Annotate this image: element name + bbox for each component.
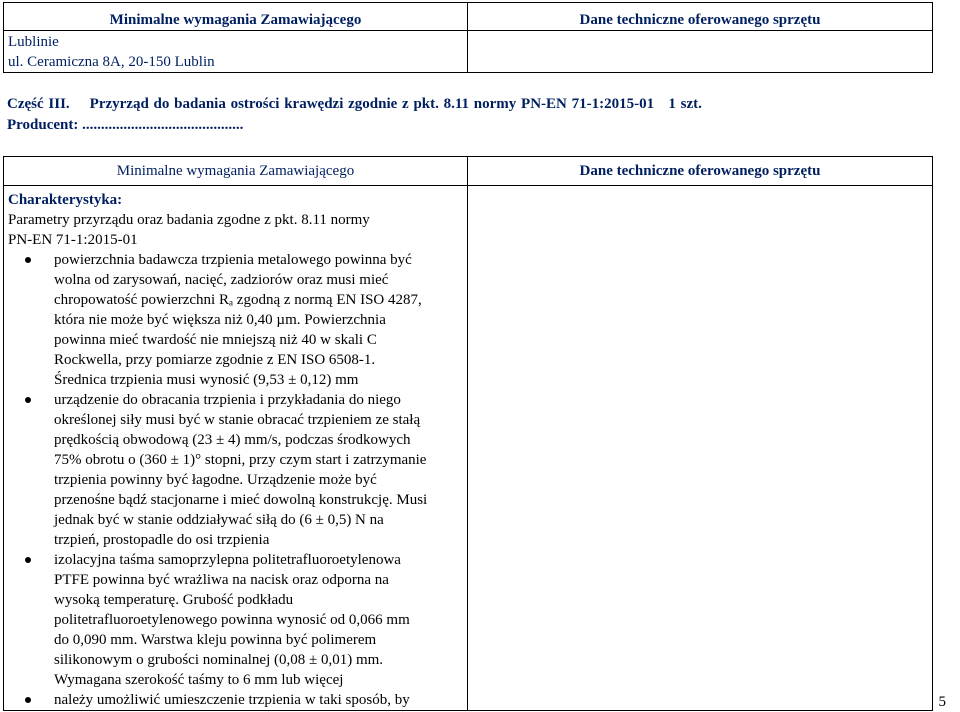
requirement-line: politetrafluoroetylenowego powinna wynosić od 0,066 mm	[54, 612, 410, 628]
requirement-line: należy umożliwić umieszczenie trzpienia w taki sposób, by	[54, 692, 410, 708]
address-cell	[4, 31, 468, 73]
top-header-requirements: Minimalne wymagania Zamawiającego	[4, 3, 468, 31]
spec-header-requirements: Minimalne wymagania Zamawiającego	[4, 157, 468, 186]
part-heading	[7, 96, 702, 113]
bullet-icon	[25, 257, 31, 263]
requirement-item	[8, 550, 463, 690]
requirement-line: Wymagana szerokość taśmy to 6 mm lub więcej	[54, 672, 344, 688]
requirement-line: jednak być w stanie oddziaływać siłą do (6 ± 0,5) N na	[54, 512, 384, 528]
requirement-line: do 0,090 mm. Warstwa kleju powinna być polimerem	[54, 632, 377, 648]
params-line: Parametry przyrządu oraz badania zgodne z pkt. 8.11 normy	[8, 212, 370, 228]
part-title: Przyrząd do badania ostrości krawędzi zgodnie z pkt. 8.11 normy PN-EN 71-1:2015-01	[89, 96, 655, 112]
offered-specs-input-cell[interactable]	[468, 186, 933, 711]
requirement-item	[8, 390, 463, 550]
requirement-line: wolna od zarysowań, nacięć, zadziorów oraz musi mieć	[54, 272, 389, 288]
top-header-offered-specs: Dane techniczne oferowanego sprzętu	[468, 3, 933, 31]
part-label: Część III.	[7, 96, 70, 112]
bullet-icon	[25, 397, 31, 403]
requirement-line: silikonowym o grubości nominalnej (0,08 ± 0,01) mm.	[54, 652, 384, 668]
characteristic-title: Charakterystyka:	[8, 192, 123, 208]
requirement-line: izolacyjna taśma samoprzylepna politetrafluoroetylenowa	[54, 552, 401, 568]
requirement-line: urządzenie do obracania trzpienia i przykładania do niego	[54, 392, 401, 408]
requirement-item	[8, 250, 463, 390]
requirement-line: prędkością obwodową (23 ± 4) mm/s, podczas środkowych	[54, 432, 411, 448]
requirement-line: Rockwella, przy pomiarze zgodnie z EN ISO 6508-1.	[54, 352, 376, 368]
requirement-line: chropowatość powierzchni Rₐ zgodną z normą EN ISO 4287,	[54, 292, 422, 308]
producer-line: Producent: ...........................................	[7, 117, 244, 133]
params-line: PN-EN 71-1:2015-01	[8, 232, 138, 248]
spec-table	[3, 156, 933, 711]
requirement-line: która nie może być większa niż 0,40 µm. Powierzchnia	[54, 312, 386, 328]
requirement-line: wysoką temperaturę. Grubość podkładu	[54, 592, 294, 608]
bullet-icon	[25, 557, 31, 563]
requirements-cell	[4, 186, 468, 711]
requirement-line: przenośne bądź stacjonarne i mieć dowolną konstrukcję. Musi	[54, 492, 428, 508]
bullet-icon	[25, 697, 31, 703]
requirement-line: powinna mieć twardość nie mniejszą niż 40 w skali C	[54, 332, 377, 348]
requirement-line: określonej siły musi być w stanie obracać trzpieniem ze stałą	[54, 412, 421, 428]
requirement-item	[8, 690, 463, 710]
part-quantity: 1 szt.	[668, 96, 702, 112]
requirement-line: powierzchnia badawcza trzpienia metalowego powinna być	[54, 252, 412, 268]
address-street: ul. Ceramiczna 8A, 20-150 Lublin	[8, 54, 215, 70]
params-text	[8, 210, 463, 250]
spec-header-offered-specs: Dane techniczne oferowanego sprzętu	[468, 157, 933, 186]
page-number: 5	[938, 694, 946, 710]
requirement-line: PTFE powinna być wrażliwa na nacisk oraz odporna na	[54, 572, 389, 588]
requirement-line: 75% obrotu o (360 ± 1)° stopni, przy czym start i zatrzymanie	[54, 452, 427, 468]
requirements-list	[8, 250, 463, 710]
top-requirements-table	[3, 2, 933, 73]
address-city: Lublinie	[8, 34, 59, 50]
requirement-line: trzpienia powinny być łagodne. Urządzenie może być	[54, 472, 377, 488]
requirement-line: trzpień, prostopadle do osi trzpienia	[54, 532, 270, 548]
offered-specs-empty-cell	[468, 31, 933, 73]
requirement-line: Średnica trzpienia musi wynosić (9,53 ± 0,12) mm	[54, 372, 359, 388]
